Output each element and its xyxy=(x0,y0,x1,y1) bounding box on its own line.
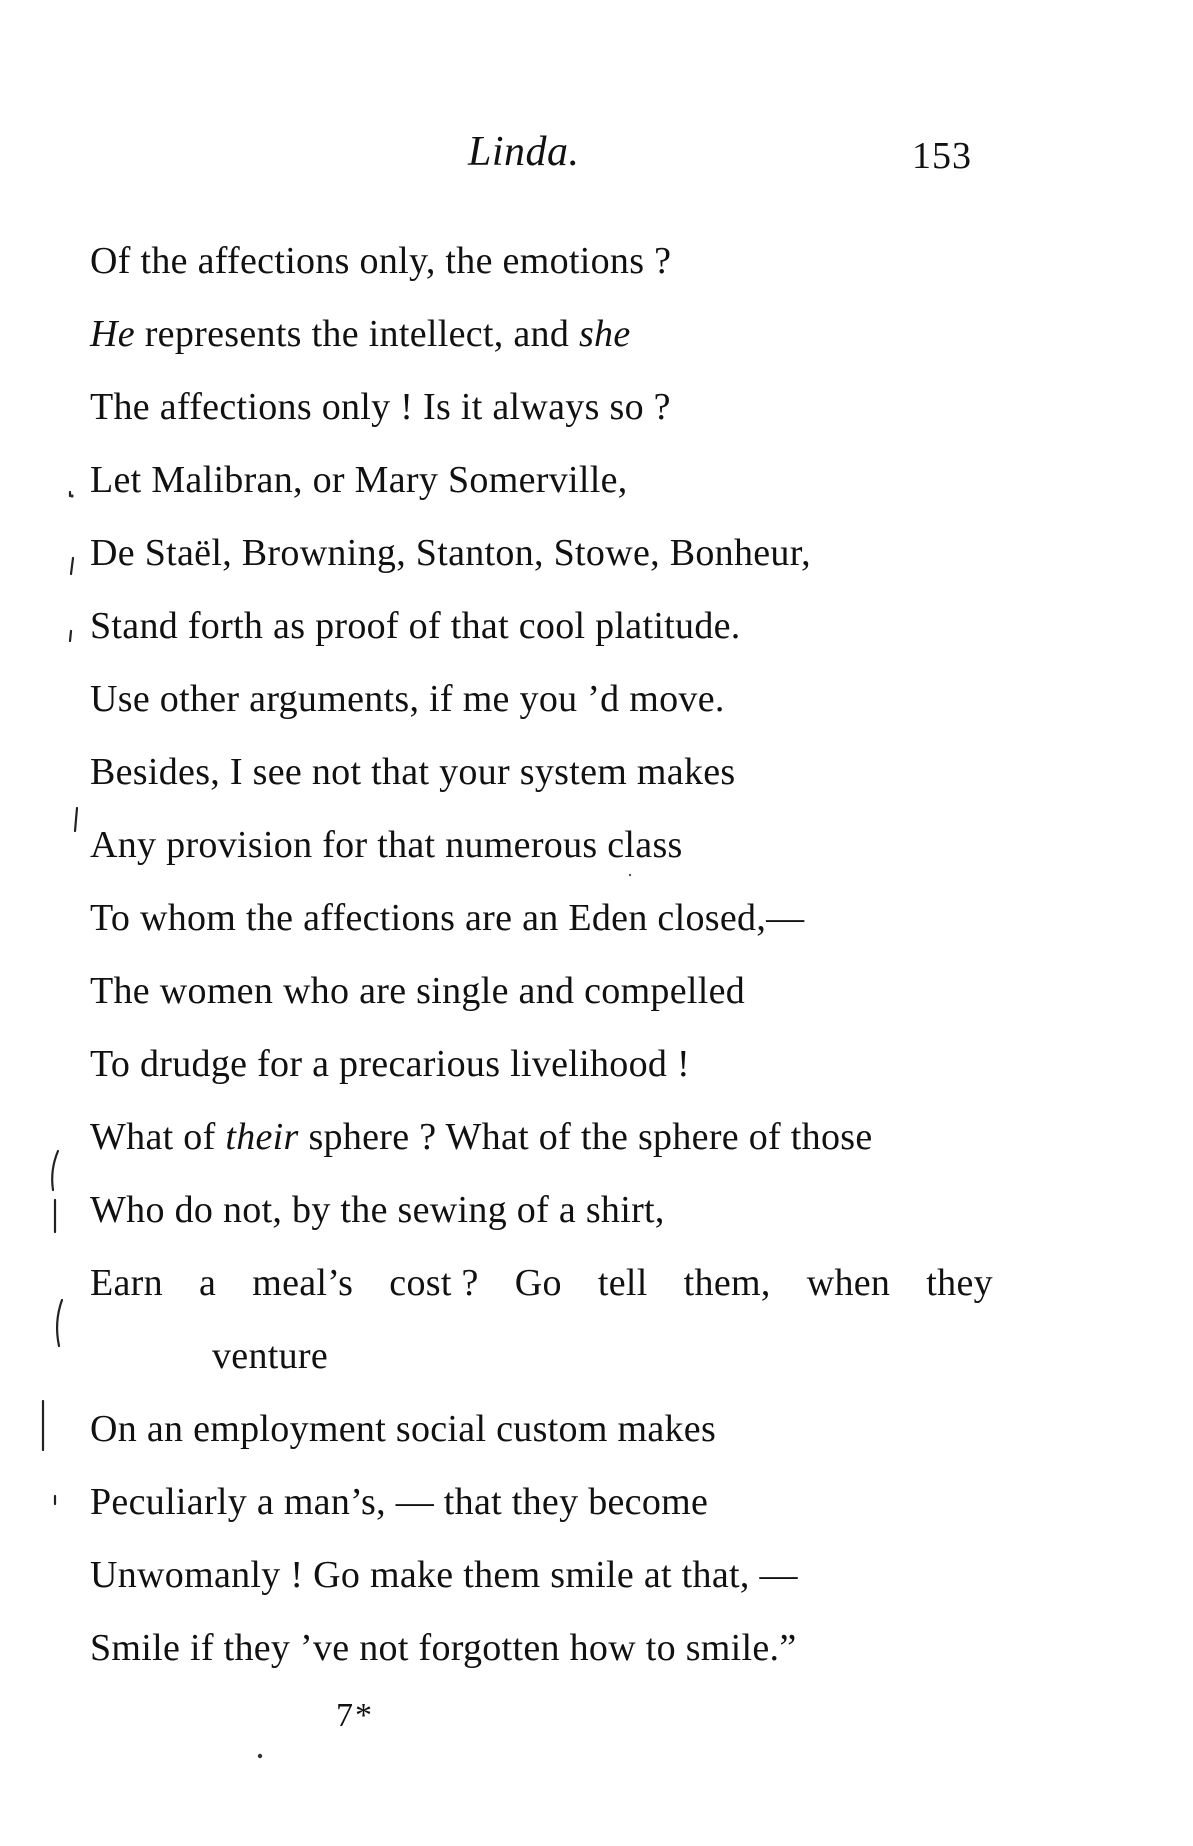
verse-line-14: Who do not, by the sewing of a shirt, xyxy=(90,1189,665,1231)
margin-tick xyxy=(70,631,71,641)
margin-dot xyxy=(70,494,73,497)
page-number: 153 xyxy=(912,135,972,177)
verse-line-2-text: represents the intellect, and xyxy=(134,313,579,355)
word: Go xyxy=(514,1262,562,1304)
word: tell xyxy=(597,1262,648,1304)
verse-line-continuation: venture xyxy=(212,1335,329,1377)
margin-tick xyxy=(75,808,77,831)
verse-line-4: Let Malibran, or Mary Somerville, xyxy=(90,459,628,501)
verse-line-6: Stand forth as proof of that cool platitude. xyxy=(90,605,741,647)
margin-tick xyxy=(71,558,73,574)
margin-bracket-open xyxy=(52,1151,58,1190)
verse-line-18: Unwomanly ! Go make them smile at that, — xyxy=(90,1554,798,1596)
word: they xyxy=(926,1262,993,1304)
verse-line-13-end: sphere ? What of the sphere of those xyxy=(298,1116,873,1158)
verse-line-7: Use other arguments, if me you ’d move. xyxy=(90,678,725,720)
verse-line-10: To whom the affections are an Eden closed,— xyxy=(90,897,805,939)
italic-he: He xyxy=(90,313,135,355)
verse-line-9: Any provision for that numerous class xyxy=(90,824,683,866)
word: when xyxy=(806,1262,891,1304)
verse-line-11: The women who are single and compelled xyxy=(90,970,746,1012)
italic-she: she xyxy=(578,313,631,355)
page-speck xyxy=(258,1754,262,1758)
italic-their: their xyxy=(225,1116,299,1158)
margin-bracket-open xyxy=(57,1300,62,1346)
verse-line-12: To drudge for a precarious livelihood ! xyxy=(90,1043,690,1085)
word: cost ? xyxy=(389,1262,479,1304)
word: a xyxy=(199,1262,217,1304)
verse-line-8: Besides, I see not that your system makes xyxy=(90,751,736,793)
verse-line-16: On an employment social custom makes xyxy=(90,1408,717,1450)
page-speck xyxy=(629,874,631,876)
running-title: Linda. xyxy=(468,129,580,175)
verse-line-1: Of the affections only, the emotions ? xyxy=(90,240,672,282)
verse-line-5: De Staël, Browning, Stanton, Stowe, Bonheur, xyxy=(90,532,811,574)
signature-mark: 7* xyxy=(336,1697,374,1734)
verse-line-13-start: What of xyxy=(90,1116,226,1158)
word: Earn xyxy=(90,1262,163,1304)
word: meal’s xyxy=(252,1262,354,1304)
verse-line-19: Smile if they ’ve not forgotten how to smile.” xyxy=(90,1627,797,1669)
word: them, xyxy=(683,1262,771,1304)
verse-line-17: Peculiarly a man’s, — that they become xyxy=(90,1481,709,1523)
verse-line-3: The affections only ! Is it always so ? xyxy=(90,386,671,428)
